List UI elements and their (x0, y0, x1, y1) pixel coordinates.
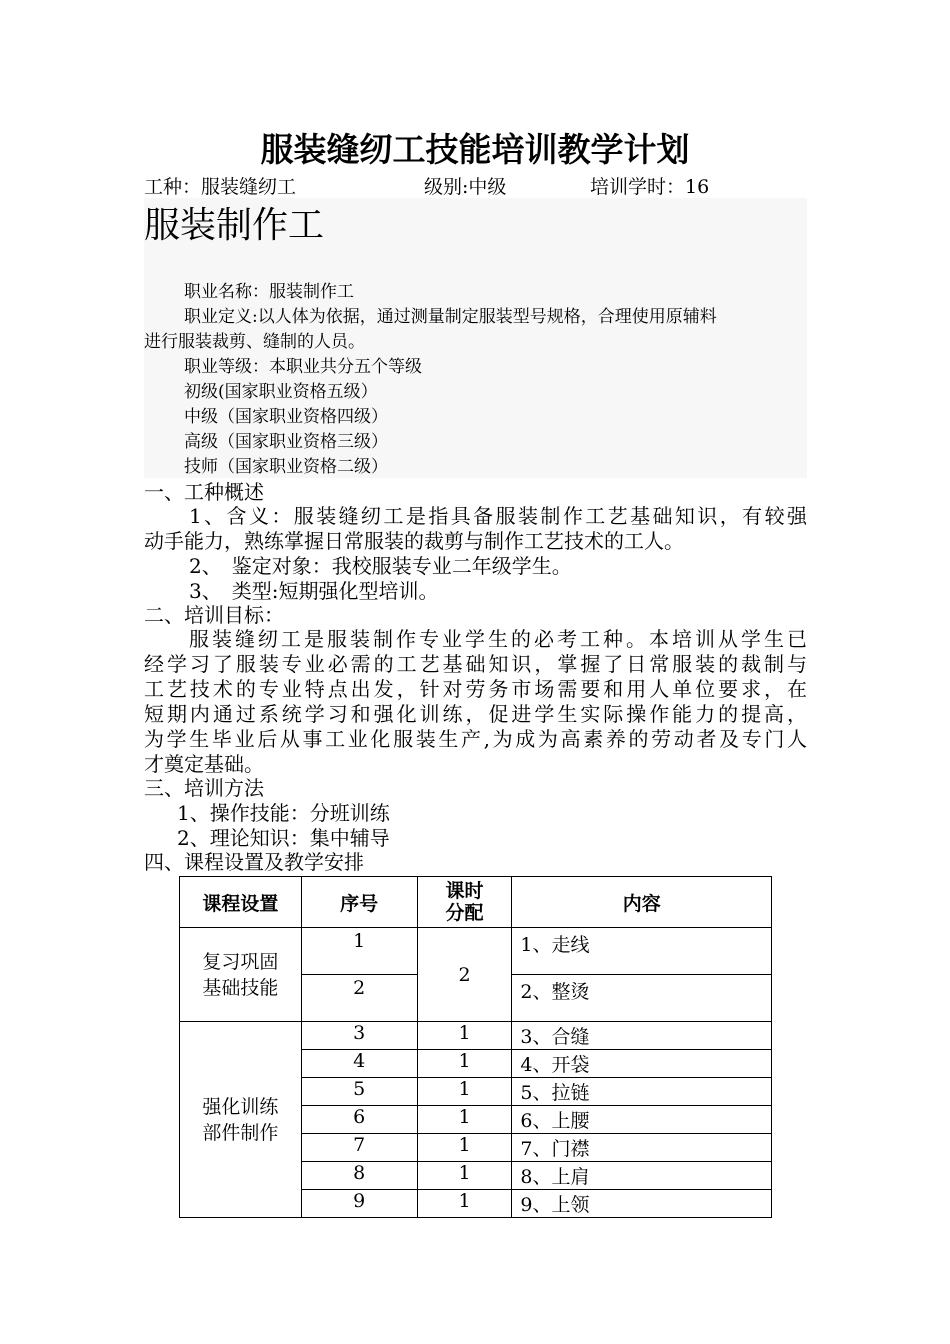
section3-item1: 1、操作技能：分班训练 (177, 801, 390, 825)
row-content: 5、拉链 (512, 1078, 772, 1106)
row-hours: 1 (417, 1190, 512, 1218)
section2-line: 工艺技术的专业特点出发，针对劳务市场需要和用人单位要求，在 (144, 677, 807, 701)
section-heading-3: 三、培训方法 (144, 776, 264, 800)
section2-line: 经学习了服装专业必需的工艺基础知识，掌握了日常服装的裁制与 (144, 652, 807, 676)
section2-line: 为学生毕业后从事工业化服装生产,为成为高素养的劳动者及专门人 (144, 727, 807, 751)
grade-item: 初级(国家职业资格五级） (184, 382, 378, 402)
header-course: 课程设置 (180, 877, 302, 928)
row-hours: 1 (417, 1134, 512, 1162)
grade-item: 高级（国家职业资格三级） (184, 432, 388, 452)
occupation-definition-2: 进行服装裁剪、缝制的人员。 (144, 332, 365, 352)
row-number: 3 (301, 1022, 417, 1050)
section1-item3: 3、 类型:短期强化型培训。 (189, 579, 439, 603)
section3-item2: 2、理论知识：集中辅导 (177, 826, 390, 850)
row-hours: 1 (417, 1078, 512, 1106)
row-number: 4 (301, 1050, 417, 1078)
section-heading-4: 四、课程设置及教学安排 (144, 850, 364, 874)
row-hours: 1 (417, 1106, 512, 1134)
course-group-name: 强化训练 部件制作 (180, 1022, 302, 1218)
occupation-name: 职业名称：服装制作工 (184, 282, 354, 302)
section-heading-2: 二、培训目标： (144, 603, 284, 627)
header-hours: 课时 分配 (417, 877, 512, 928)
level-label: 级别:中级 (424, 176, 507, 198)
row-content: 9、上领 (512, 1190, 772, 1218)
row-number: 7 (301, 1134, 417, 1162)
table-row (180, 928, 772, 975)
section1-item1-line1: 1、含义：服装缝纫工是指具备服装制作工艺基础知识，有较强 (189, 504, 807, 528)
row-hours: 1 (417, 1050, 512, 1078)
section2-line: 才奠定基础。 (144, 752, 264, 776)
table-header-row (180, 877, 772, 928)
section2-line: 短期内通过系统学习和强化训练，促进学生实际操作能力的提高， (144, 702, 807, 726)
occupation-heading: 服装制作工 (144, 205, 325, 246)
header-content: 内容 (512, 877, 772, 928)
trade-label: 工种：服装缝纫工 (144, 176, 297, 198)
row-content: 4、开袋 (512, 1050, 772, 1078)
section-heading-1: 一、工种概述 (144, 480, 264, 504)
occupation-grades-intro: 职业等级：本职业共分五个等级 (184, 357, 422, 377)
row-content: 6、上腰 (512, 1106, 772, 1134)
row-content: 2、整烫 (512, 975, 772, 1022)
section2-line: 服装缝纫工是服装制作专业学生的必考工种。本培训从学生已 (189, 627, 807, 651)
header-number: 序号 (301, 877, 417, 928)
grade-item: 中级（国家职业资格四级） (184, 407, 388, 427)
section1-item2: 2、 鉴定对象：我校服装专业二年级学生。 (189, 554, 572, 578)
course-table (179, 876, 772, 1218)
occupation-definition-1: 职业定义:以人体为依据，通过测量制定服装型号规格，合理使用原辅料 (184, 307, 717, 327)
table-row (180, 1022, 772, 1050)
hours-label: 培训学时：16 (590, 176, 710, 198)
row-number: 1 (301, 928, 417, 975)
course-group-name: 复习巩固 基础技能 (180, 928, 302, 1022)
row-number: 6 (301, 1106, 417, 1134)
row-content: 7、门襟 (512, 1134, 772, 1162)
row-number: 9 (301, 1190, 417, 1218)
row-content: 3、合缝 (512, 1022, 772, 1050)
row-hours: 2 (417, 928, 512, 1022)
row-hours: 1 (417, 1162, 512, 1190)
row-hours: 1 (417, 1022, 512, 1050)
row-content: 8、上肩 (512, 1162, 772, 1190)
row-number: 2 (301, 975, 417, 1022)
row-content: 1、走线 (512, 928, 772, 975)
section1-item1-line2: 动手能力，熟练掌握日常服装的裁剪与制作工艺技术的工人。 (144, 529, 684, 553)
row-number: 8 (301, 1162, 417, 1190)
grade-item: 技师（国家职业资格二级） (184, 457, 388, 477)
row-number: 5 (301, 1078, 417, 1106)
document-title: 服装缝纫工技能培训教学计划 (260, 130, 690, 169)
